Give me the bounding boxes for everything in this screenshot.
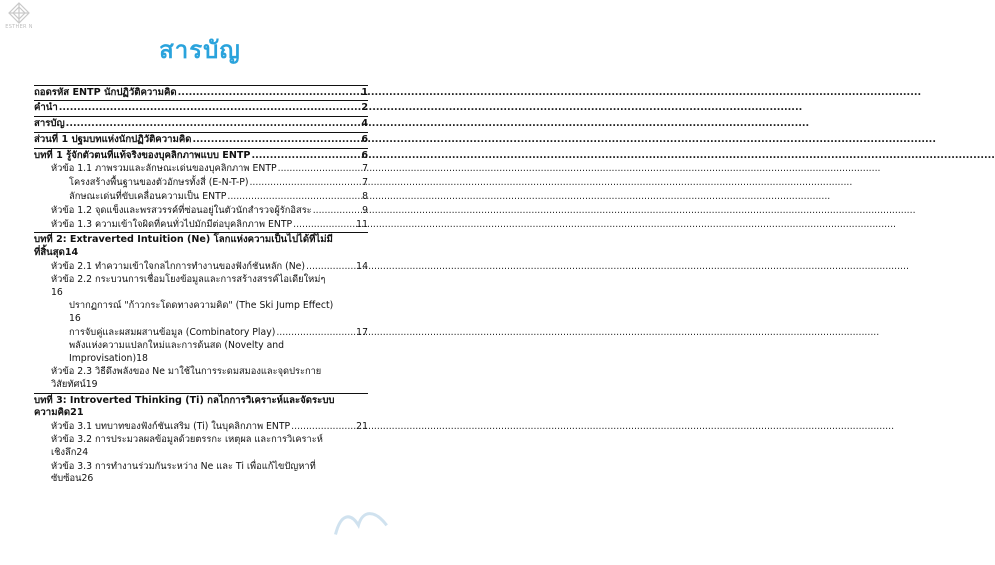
toc-entry[interactable]	[34, 177, 368, 189]
toc-entry[interactable]	[34, 366, 368, 391]
toc-page-number: 6	[361, 149, 368, 161]
toc-entry-title: การจับคู่และผสมผสานข้อมูล (Combinatory Play)	[69, 326, 276, 338]
toc-page-number: 14	[356, 260, 368, 272]
toc-page-number: 21	[356, 420, 368, 432]
logo-text: ESTHER N	[5, 24, 33, 30]
diamond-logo-icon	[8, 2, 30, 24]
toc-entry-title: หัวข้อ 3.2 การประมวลผลข้อมูลด้วยตรรกะ เหตุผล และการวิเคราะห์	[51, 434, 323, 446]
toc-entry[interactable]	[34, 85, 368, 99]
dot-leader	[291, 421, 355, 433]
toc-page-number: 2	[361, 102, 368, 114]
toc-entry[interactable]	[34, 132, 368, 146]
toc-entry[interactable]	[34, 300, 368, 325]
toc-entry-title: สารบัญ	[34, 118, 65, 130]
table-of-contents	[34, 83, 368, 485]
toc-entry-title: หัวข้อ 1.1 ภาพรวมและลักษณะเด่นของบุคลิกภาพ ENTP	[51, 163, 277, 175]
toc-entry-title-continued: วิสัยทัศน์	[51, 378, 86, 390]
watermark-icon	[328, 503, 392, 541]
toc-entry-title: ปรากฏการณ์ "ก้าวกระโดดทางความคิด" (The Ski Jump Effect)	[69, 300, 334, 312]
toc-entry[interactable]	[34, 205, 368, 217]
toc-page-number: 8	[362, 191, 368, 203]
toc-entry[interactable]	[34, 148, 368, 162]
toc-entry-title-continued: 16	[69, 312, 81, 324]
toc-entry-title: ลักษณะเด่นที่ขับเคลื่อนความเป็น ENTP	[69, 191, 227, 203]
toc-page-number: 9	[362, 204, 368, 216]
toc-entry[interactable]	[34, 461, 368, 486]
toc-entry-title: บทที่ 3: Introverted Thinking (Ti) กลไกการวิเคราะห์และจัดระบบ	[34, 394, 335, 406]
toc-entry-title: พลังแห่งความแปลกใหม่และการด้นสด (Novelty and	[69, 340, 285, 352]
toc-entry-title: บทที่ 2: Extraverted Intuition (Ne) โลกแห่งความเป็นไปได้ที่ไม่มี	[34, 234, 333, 246]
toc-entry-title: หัวข้อ 2.1 ทำความเข้าใจกลไกการทำงานของฟังก์ชันหลัก (Ne)	[51, 260, 306, 272]
toc-entry-title-continued: เชิงลึก	[51, 446, 77, 458]
toc-entry-title-continued: ความคิด	[34, 406, 71, 418]
toc-entry[interactable]	[34, 232, 368, 259]
toc-entry-title: โครงสร้างพื้นฐานของตัวอักษรทั้งสี่ (E-N-T-P)	[69, 177, 249, 189]
toc-page-number: 26	[81, 472, 94, 484]
dot-leader	[178, 87, 361, 99]
toc-entry-title: หัวข้อ 1.2 จุดแข็งและพรสวรรค์ที่ซ่อนอยู่ในตัวนักสำรวจผู้รักอิสระ	[51, 204, 312, 216]
toc-page-number: 1	[361, 86, 368, 98]
dot-leader	[306, 261, 355, 273]
toc-page-number: 19	[85, 378, 98, 390]
toc-entry-title: หัวข้อ 2.2 กระบวนการเชื่อมโยงข้อมูลและการสร้างสรรค์ไอเดียใหม่ๆ	[51, 274, 326, 286]
toc-entry-title: บทที่ 1 รู้จักตัวตนที่แท้จริงของบุคลิกภาพแบบ ENTP	[34, 149, 251, 161]
dot-leader	[59, 102, 361, 114]
toc-page-number: 17	[356, 326, 368, 338]
toc-entry[interactable]	[34, 191, 368, 203]
toc-entry-title: หัวข้อ 1.3 ความเข้าใจผิดที่คนทั่วไปมักมีต่อบุคลิกภาพ ENTP	[51, 218, 293, 230]
toc-entry[interactable]	[34, 261, 368, 273]
toc-entry[interactable]	[34, 163, 368, 175]
toc-entry[interactable]	[34, 116, 368, 130]
toc-entry-title-continued: 16	[51, 286, 63, 298]
toc-page-number: 14	[64, 246, 79, 258]
dot-leader	[249, 177, 361, 189]
dot-leader	[313, 205, 361, 217]
toc-entry[interactable]	[34, 340, 368, 365]
toc-page-number: 7	[362, 177, 368, 189]
toc-entry-title-continued: Improvisation)	[69, 352, 137, 364]
toc-page-number: 6	[361, 133, 368, 145]
dot-leader	[276, 327, 355, 339]
toc-entry-title: หัวข้อ 3.3 การทำงานร่วมกันระหว่าง Ne และ Ti เพื่อแก้ไขปัญหาที่	[51, 460, 316, 472]
toc-page-number: 18	[136, 352, 148, 364]
toc-entry-title-continued: ซับซ้อน	[51, 472, 82, 484]
toc-entry-title: หัวข้อ 2.3 วิธีดึงพลังของ Ne มาใช้ในการระดมสมองและจุดประกาย	[51, 366, 322, 378]
toc-entry-title: ถอดรหัส ENTP นักปฏิวัติความคิด	[34, 86, 177, 98]
dot-leader	[278, 163, 361, 175]
dot-leader	[66, 118, 361, 130]
dot-leader	[293, 219, 355, 231]
toc-entry-title-continued: ที่สิ้นสุด	[34, 246, 65, 258]
toc-entry-title: ส่วนที่ 1 ปฐมบทแห่งนักปฏิวัติความคิด	[34, 133, 192, 145]
dot-leader	[192, 134, 360, 146]
toc-page-number: 4	[361, 118, 368, 130]
toc-page-number: 21	[70, 406, 84, 418]
toc-entry[interactable]	[34, 327, 368, 339]
dot-leader	[227, 191, 361, 203]
toc-entry[interactable]	[34, 434, 368, 459]
toc-entry[interactable]	[34, 274, 368, 299]
toc-page-number: 11	[356, 218, 368, 230]
toc-page-number: 7	[362, 163, 368, 175]
toc-entry[interactable]	[34, 100, 368, 114]
toc-entry-title: หัวข้อ 3.1 บทบาทของฟังก์ชันเสริม (Ti) ในบุคลิกภาพ ENTP	[51, 420, 291, 432]
toc-entry[interactable]	[34, 393, 368, 420]
dot-leader	[251, 150, 360, 162]
toc-entry-title: คำนำ	[34, 102, 58, 114]
toc-entry[interactable]	[34, 219, 368, 231]
page-title: สารบัญ	[159, 36, 241, 64]
toc-entry[interactable]	[34, 421, 368, 433]
toc-page-number: 24	[76, 446, 89, 458]
